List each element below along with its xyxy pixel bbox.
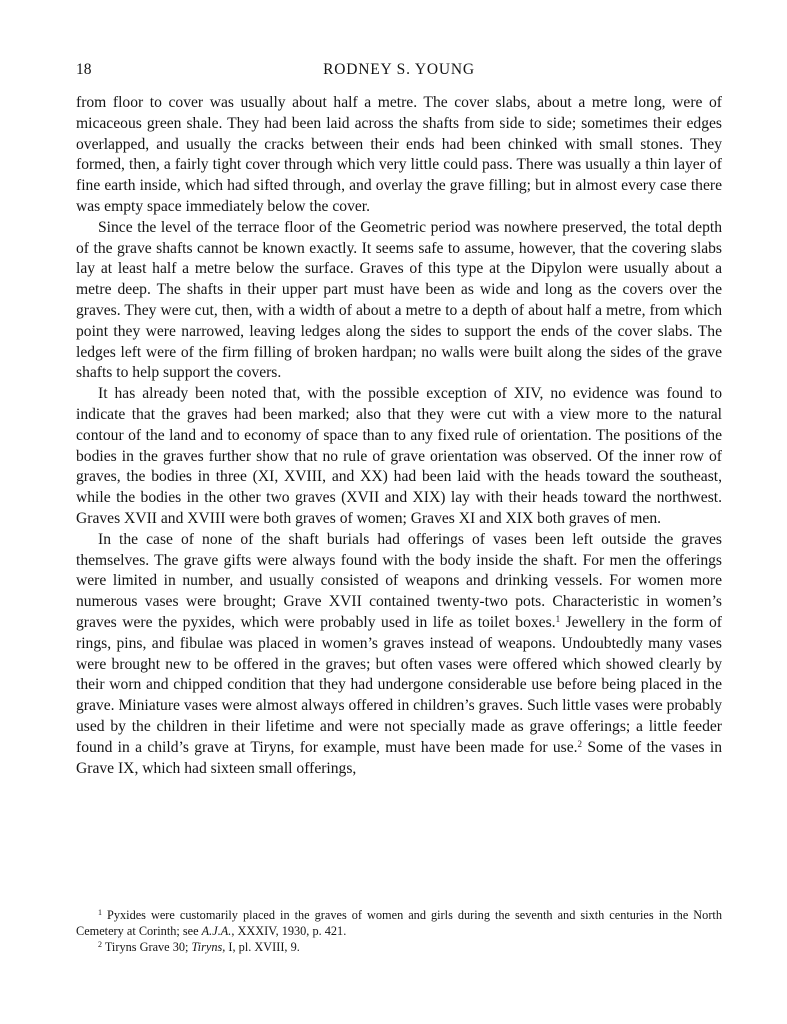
footnote-mark-2: 2 [98, 940, 102, 950]
footnote-ref-1: 1 [555, 613, 561, 624]
running-head: RODNEY S. YOUNG [323, 61, 475, 78]
body-text [76, 93, 722, 779]
paragraph-4 [76, 530, 722, 780]
footnote-1-text-b: , XXXIV, 1930, p. 421. [231, 924, 347, 939]
footnote-1-text-a: Pyxides were customarily placed in the graves of women and girls during the seventh and sixth centuries in the North Cemetery at Corinth; see [76, 908, 722, 939]
paragraph-4-part-1: In the case of none of the shaft burials had offerings of vases been left outside the graves themselves. The grave gifts were always found with the body inside the shaft. For men the offerings were limited in number, and usually consisted of weapons and drinking vessels. For women more numerous vases were brought; Grave XVII contained twenty-two pots. Characteristic in women’s graves were the pyxides, which were probably used in life as toilet boxes. [76, 530, 722, 631]
paragraph-2: Since the level of the terrace floor of the Geometric period was nowhere preserved, the total depth of the grave shafts cannot be known exactly. It seems safe to assume, however, that the covering slabs lay at least half a metre below the surface. Graves of this type at the Dipylon were usually about a metre deep. The shafts in their upper part must have been as wide and long as the covers over the graves. They were cut, then, with a width of about a metre to a depth of about half a metre, from which point they were narrowed, leaving ledges along the sides to support the ends of the cover slabs. The ledges left were of the firm filling of broken hardpan; no walls were built along the sides of the grave shafts to help support the covers. [76, 218, 722, 382]
footnote-2-text-b: I, pl. XVIII, 9. [225, 940, 300, 955]
page-number: 18 [76, 61, 92, 78]
page-header [76, 61, 722, 81]
paragraph-3: It has already been noted that, with the possible exception of XIV, no evidence was found to indicate that the graves had been marked; also that they were cut with a view more to the natural contour of the land and to economy of space than to any fixed rule of orientation. The positions of the bodies in the graves further show that no rule of grave orientation was observed. Of the inner row of graves, the bodies in three (XI, XVIII, and XX) had been laid with the heads toward the southeast, while the bodies in the other two graves (XVII and XIX) lay with their heads toward the northwest. Graves XVII and XVIII were both graves of women; Graves XI and XIX both graves of men. [76, 385, 722, 527]
footnote-1 [76, 907, 722, 939]
footnote-1-italic: A.J.A. [201, 924, 232, 939]
paragraph-4-part-3: Some of the vases in Grave IX, which had sixteen small offerings, [76, 738, 722, 777]
footnote-mark-1: 1 [98, 908, 102, 917]
paragraph-4-part-2: Jewellery in the form of rings, pins, and fibulae was placed in women’s graves instead of weapons. Undoubtedly many vases were brought new to be offered in the graves; but often vases were offered which showed clearly by their worn and chipped condition that they had undergone considerable use before being placed in the grave. Miniature vases were almost always offered in children’s graves. Such little vases were probably used by the children in their lifetime and were not specially made as grave offerings; a little feeder found in a child’s grave at Tiryns, for example, must have been made for use. [76, 613, 722, 756]
paragraph-1: from floor to cover was usually about half a metre. The cover slabs, about a metre long, were of micaceous green shale. They had been laid across the shafts from side to side; sometimes their edges overlapped, and usually the cracks between their ends had been chinked with small stones. They formed, then, a fairly tight cover through which very little could pass. There was usually a thin layer of fine earth inside, which had sifted through, and overlay the grave filling; but in almost every case there was empty space immediately below the cover. [76, 94, 722, 215]
footnote-2-text-a: Tiryns Grave 30; [102, 940, 192, 955]
footnote-2 [76, 939, 722, 955]
footnote-ref-2: 2 [577, 738, 583, 749]
footnote-2-italic: Tiryns, [191, 940, 226, 955]
footnotes [76, 907, 722, 956]
